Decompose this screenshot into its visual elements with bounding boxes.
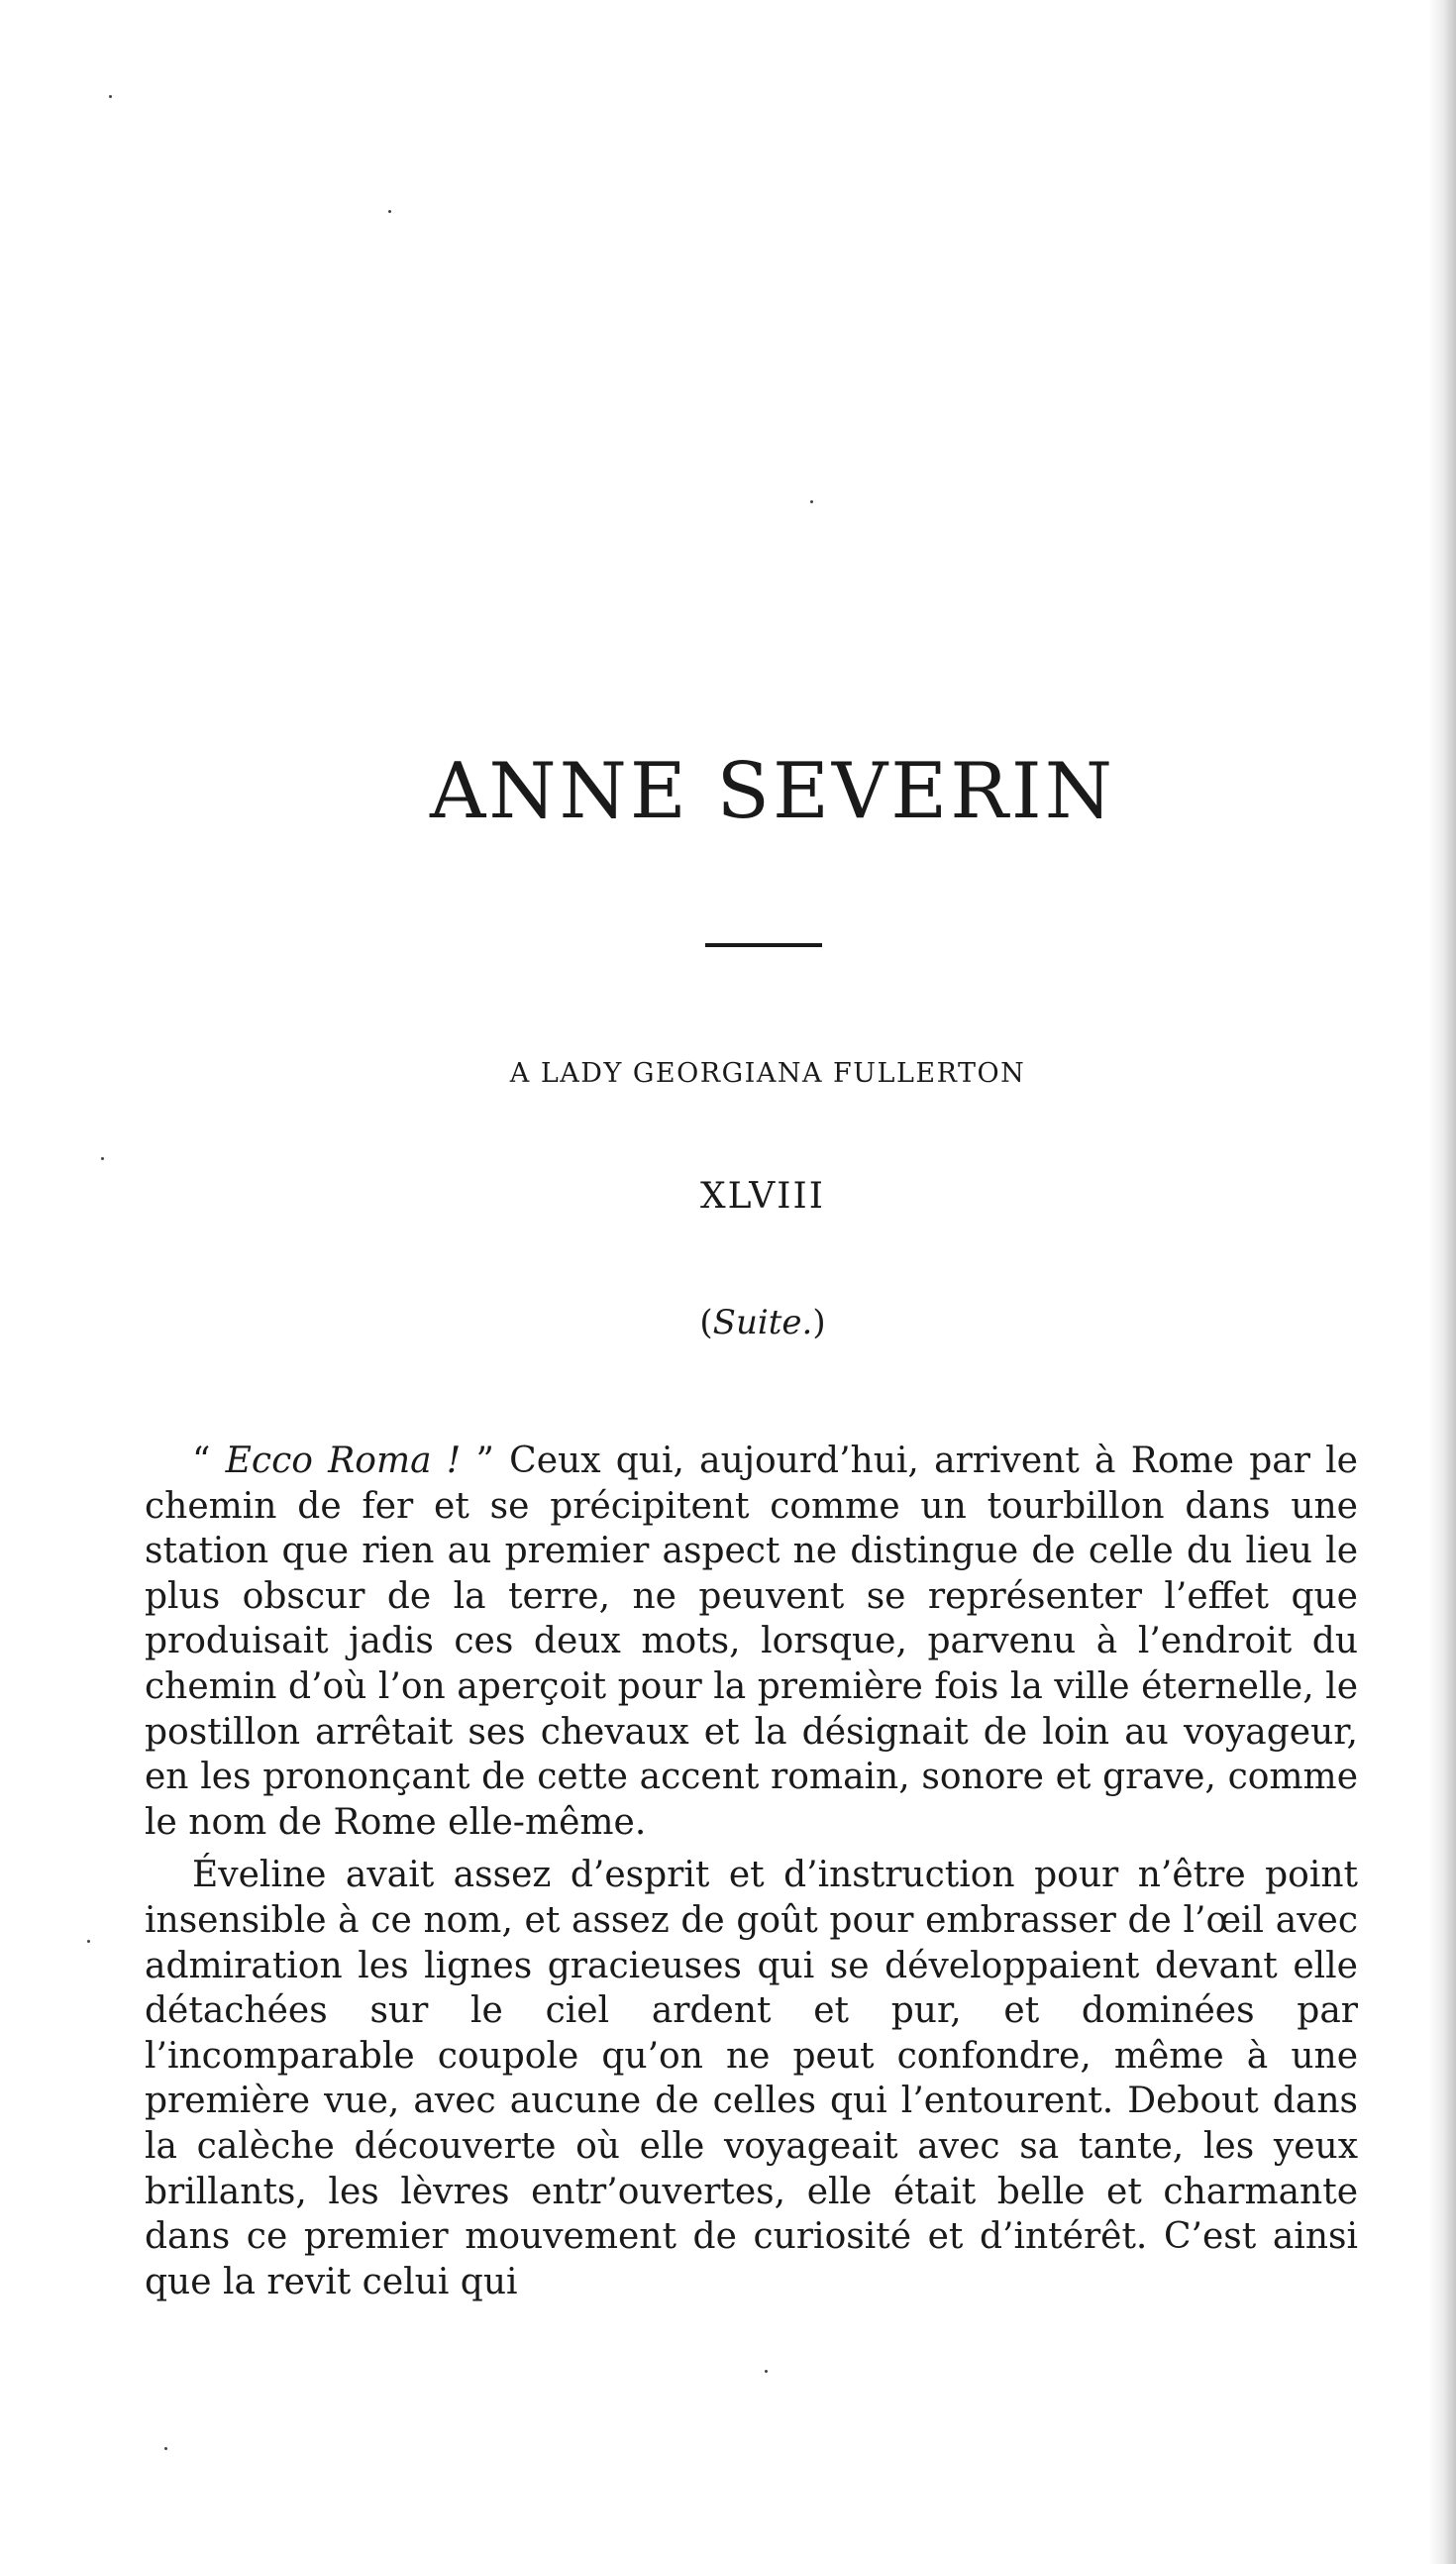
quote-close: ” — [461, 1441, 494, 1481]
speck — [388, 210, 391, 213]
speck — [164, 2447, 167, 2450]
title-rule — [705, 943, 822, 947]
quote-open: “ — [192, 1441, 226, 1481]
speck — [101, 1157, 104, 1160]
speck — [810, 500, 813, 503]
paragraph-2: Éveline avait assez d’esprit et d’instruction pour n’être point insensible à ce nom, et assez de goût pour embrasser de l’œil avec admiration les lignes gracieuses qui se développaient devant elle détachées sur le ciel ardent et pur, et dominées par l’incomparable coupole qu’on ne peut confondre, même à une première vue, avec aucune de celles qui l’entourent. Debout dans la calèche découverte où elle voyageait avec sa tante, les yeux brillants, les lèvres entr’ouvertes, elle était belle et charmante dans ce premier mouvement de curiosité et d’intérêt. C’est ainsi que la revit celui qui — [145, 1855, 1358, 2302]
dedication: A LADY GEORGIANA FULLERTON — [509, 1058, 1026, 1089]
chapter-number: XLVIII — [700, 1176, 825, 1217]
italic-phrase: Ecco Roma ! — [225, 1441, 462, 1481]
speck — [87, 1940, 90, 1943]
suite-word: Suite. — [712, 1303, 813, 1342]
suite-paren-open: ( — [699, 1303, 713, 1342]
chapter-subtitle — [624, 1303, 901, 1342]
paragraph-1-text: Ceux qui, aujourd’hui, arrivent à Rome par le chemin de fer et se précipitent comme un tourbillon dans une station que rien au premier aspect ne distingue de celle du lieu le plus obscur de la terre, ne peuvent se représenter l’effet que produisait jadis ces deux mots, lorsque, parvenu à l’endroit du chemin d’où l’on aperçoit pour la première fois la ville éternelle, le postillon arrêtait ses chevaux et la désignait de loin au voyageur, en les prononçant de cette accent romain, sonore et grave, comme le nom de Rome elle-même. — [145, 1441, 1358, 1843]
speck — [765, 2370, 768, 2373]
body-text — [145, 1439, 1358, 2312]
page-title: ANNE SEVERIN — [430, 747, 1115, 836]
paragraph-1 — [145, 1439, 1358, 1845]
page-edge-shadow — [1428, 0, 1456, 2564]
speck — [109, 95, 112, 98]
suite-paren-close: ) — [812, 1303, 826, 1342]
